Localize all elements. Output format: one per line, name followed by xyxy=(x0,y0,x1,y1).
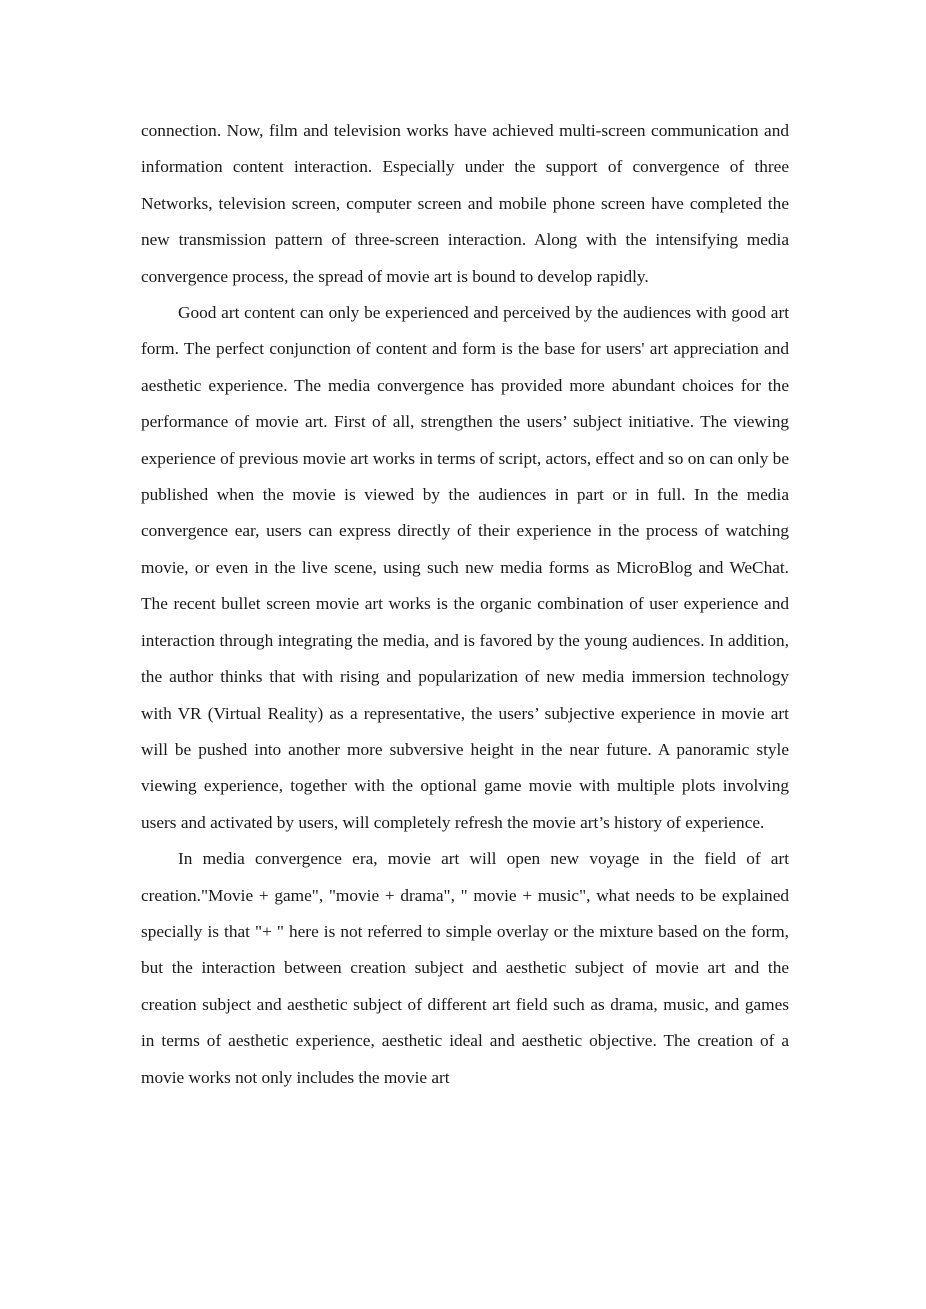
paragraph-1: connection. Now, film and television works have achieved multi-screen communication and information content interaction. Especially under the support of convergence of three Networks, television screen, computer screen and mobile phone screen have completed the new transmission pattern of three-screen interaction. Along with the intensifying media convergence process, the spread of movie art is bound to develop rapidly. xyxy=(141,121,789,286)
body-text xyxy=(141,113,789,1096)
paragraph-2: Good art content can only be experienced and perceived by the audiences with good art form. The perfect conjunction of content and form is the base for users' art appreciation and aesthetic experience. The media convergence has provided more abundant choices for the performance of movie art. First of all, strengthen the users’ subject initiative. The viewing experience of previous movie art works in terms of script, actors, effect and so on can only be published when the movie is viewed by the audiences in part or in full. In the media convergence ear, users can express directly of their experience in the process of watching movie, or even in the live scene, using such new media forms as MicroBlog and WeChat. The recent bullet screen movie art works is the organic combination of user experience and interaction through integrating the media, and is favored by the young audiences. In addition, the author thinks that with rising and popularization of new media immersion technology with VR (Virtual Reality) as a representative, the users’ subjective experience in movie art will be pushed into another more subversive height in the near future. A panoramic style viewing experience, together with the optional game movie with multiple plots involving users and activated by users, will completely refresh the movie art’s history of experience. xyxy=(141,303,789,832)
paragraph-3: In media convergence era, movie art will open new voyage in the field of art creation."Movie + game", "movie + drama", " movie + music", what needs to be explained specially is that "+ " here is not referred to simple overlay or the mixture based on the form, but the interaction between creation subject and aesthetic subject of movie art and the creation subject and aesthetic subject of different art field such as drama, music, and games in terms of aesthetic experience, aesthetic ideal and aesthetic objective. The creation of a movie works not only includes the movie art xyxy=(141,849,789,1087)
